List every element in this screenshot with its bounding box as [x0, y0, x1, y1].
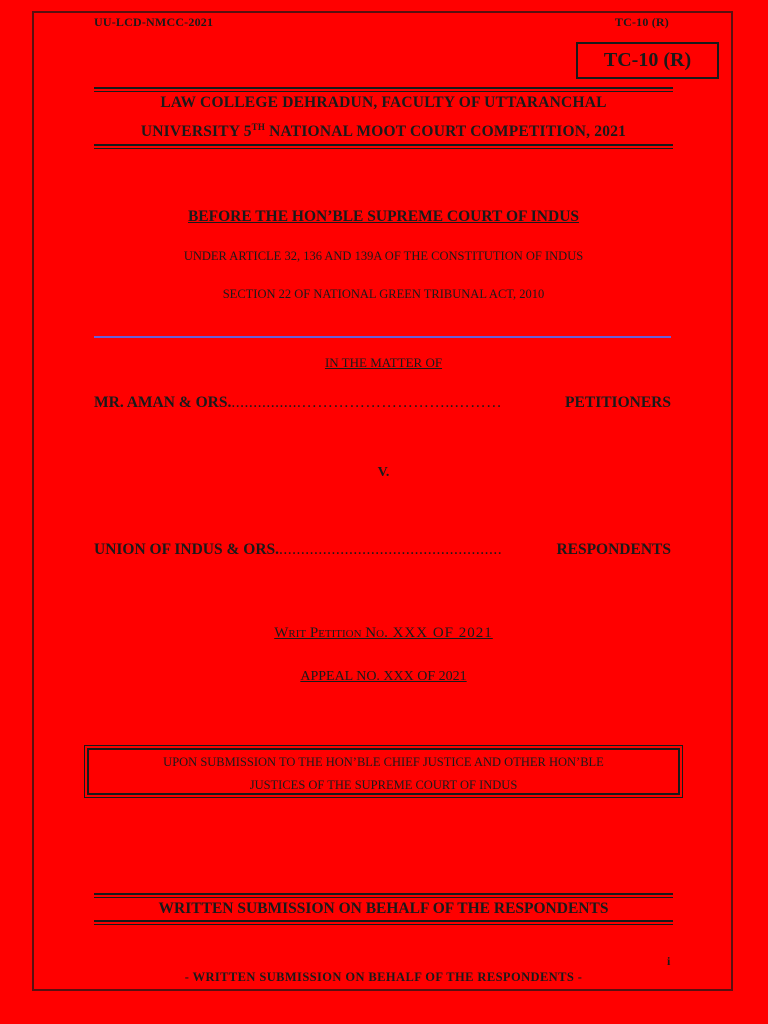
title-bottom-double-rule: [94, 144, 673, 149]
matter-heading: IN THE MATTER OF: [324, 355, 443, 370]
respondent-name: UNION OF INDUS & ORS.: [94, 541, 280, 558]
running-footer: - WRITTEN SUBMISSION ON BEHALF OF THE RESPONDENTS -: [184, 970, 583, 984]
versus: V.: [377, 465, 390, 480]
page-border: [32, 11, 733, 991]
submission-line1: UPON SUBMISSION TO THE HON’BLE CHIEF JUSTICE AND OTHER HON’BLE: [163, 755, 604, 769]
submission-line2: JUSTICES OF THE SUPREME COURT OF INDUS: [249, 778, 518, 792]
petitioner-role: PETITIONERS: [565, 394, 671, 411]
respondent-line: [94, 541, 671, 559]
divider-rule: [94, 336, 671, 338]
page-number: i: [667, 954, 671, 968]
competition-title-line1: LAW COLLEGE DEHRADUN, FACULTY OF UTTARANCHAL: [160, 94, 607, 111]
submission-text: [87, 748, 680, 795]
jurisdiction-articles: UNDER ARTICLE 32, 136 AND 139A OF THE CONSTITUTION OF INDUS: [183, 249, 584, 263]
petitioner-leader-dots: ................………………………..………: [231, 394, 503, 411]
petitioner-name: MR. AMAN & ORS.: [94, 394, 232, 411]
competition-title-line2: UNIVERSITY 5TH NATIONAL MOOT COURT COMPETITION, 2021: [140, 122, 627, 141]
respondent-role: RESPONDENTS: [556, 541, 671, 558]
footer-top-double-rule: [94, 893, 673, 898]
appeal-number: APPEAL NO. XXX OF 2021: [300, 669, 467, 684]
header-team-code: TC-10 (R): [614, 15, 669, 29]
respondent-leader-dots: ...................................................: [279, 541, 503, 558]
court-title: BEFORE THE HON’BLE SUPREME COURT OF INDUS: [187, 208, 580, 225]
footer-bottom-double-rule: [94, 920, 673, 925]
submission-box: [84, 745, 683, 798]
team-code-box: TC-10 (R): [576, 42, 719, 79]
written-submission-title: WRITTEN SUBMISSION ON BEHALF OF THE RESPONDENTS: [158, 900, 609, 917]
jurisdiction-section: SECTION 22 OF NATIONAL GREEN TRIBUNAL ACT, 2010: [222, 287, 545, 301]
header-code: UU-LCD-NMCC-2021: [94, 15, 214, 29]
top-double-rule: [94, 87, 673, 92]
petitioner-line: [94, 394, 671, 412]
writ-petition-number: Writ Petition No. XXX OF 2021: [274, 625, 493, 641]
